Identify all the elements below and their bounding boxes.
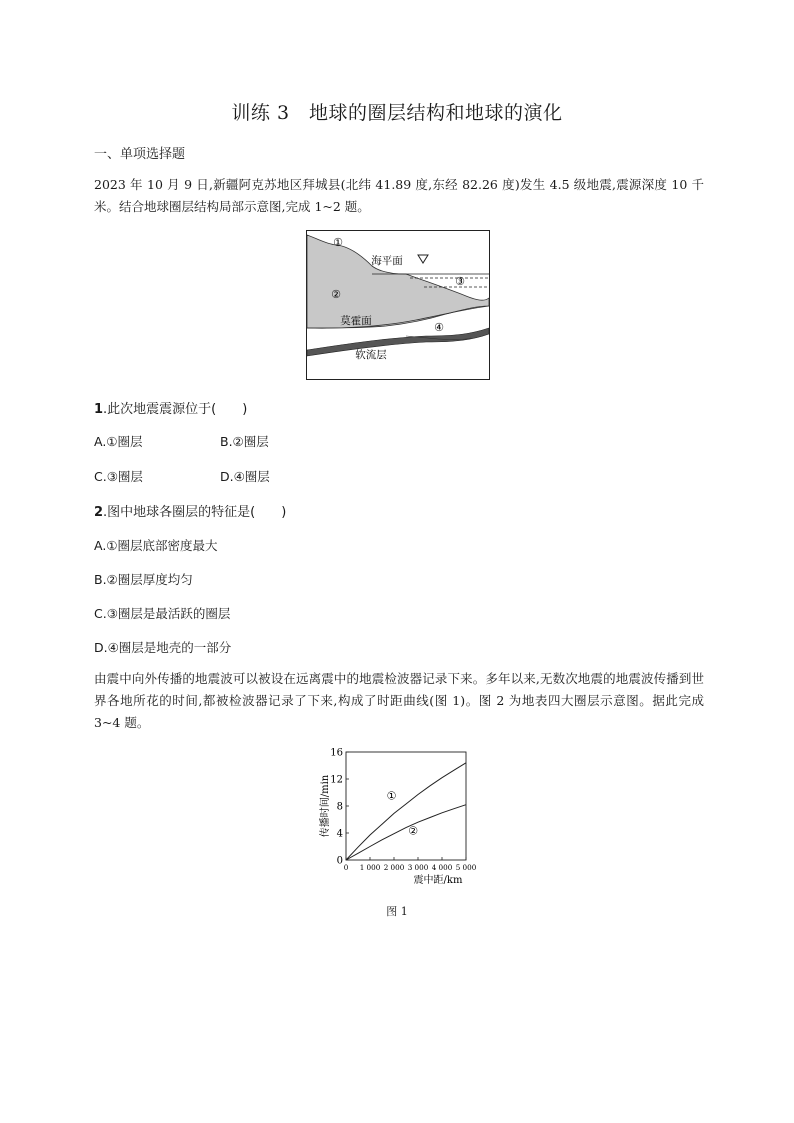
label-asthenosphere: 软流层 bbox=[355, 349, 387, 361]
question-1 bbox=[94, 398, 247, 417]
page-title: 训练 3 地球的圈层结构和地球的演化 bbox=[231, 102, 563, 124]
y-tick-label: 16 bbox=[330, 747, 343, 759]
q1-option-c[interactable]: C.③圈层 bbox=[94, 469, 143, 484]
label-circle-3: ③ bbox=[455, 275, 465, 288]
x-tick-label: 1 000 bbox=[359, 863, 381, 872]
series-label-1: ① bbox=[386, 789, 397, 803]
question-1-number: 1 bbox=[94, 402, 104, 417]
label-circle-1: ① bbox=[333, 236, 343, 249]
question-2 bbox=[94, 501, 286, 520]
x-tick-label: 2 000 bbox=[383, 863, 405, 872]
label-circle-2: ② bbox=[331, 288, 341, 301]
y-tick-label: 4 bbox=[336, 828, 343, 840]
y-tick-label: 12 bbox=[330, 774, 343, 786]
label-sea-level: 海平面 bbox=[371, 255, 403, 267]
x-tick-label: 3 000 bbox=[407, 863, 429, 872]
label-moho: 莫霍面 bbox=[340, 315, 372, 327]
intro-paragraph-1: 2023 年 10 月 9 日,新疆阿克苏地区拜城县(北纬 41.89 度,东经 82.26 度)发生 4.5 级地震,震源深度 10 千米。结合地球圈层结构局部示意图,完成 1~2 题。 bbox=[94, 177, 704, 214]
series-line-1 bbox=[346, 763, 466, 860]
q1-option-a[interactable]: A.①圈层 bbox=[94, 434, 143, 449]
travel-time-chart bbox=[308, 742, 484, 890]
q2-option-d[interactable]: D.④圈层是地壳的一部分 bbox=[94, 640, 232, 655]
y-axis-label: 传播时间/min bbox=[320, 774, 331, 838]
x-tick-label: 0 bbox=[343, 863, 349, 872]
figure-caption: 图 1 bbox=[386, 905, 408, 918]
q1-option-b[interactable]: B.②圈层 bbox=[220, 434, 269, 449]
question-2-number: 2 bbox=[94, 505, 104, 520]
q2-option-c[interactable]: C.③圈层是最活跃的圈层 bbox=[94, 606, 231, 621]
q1-option-d[interactable]: D.④圈层 bbox=[220, 469, 270, 484]
question-2-stem: .图中地球各圈层的特征是( ) bbox=[103, 505, 287, 520]
question-1-stem: .此次地震震源位于( ) bbox=[103, 402, 248, 417]
x-tick-label: 4 000 bbox=[431, 863, 453, 872]
section-heading: 一、单项选择题 bbox=[94, 147, 186, 162]
label-circle-4: ④ bbox=[434, 321, 444, 334]
earth-layer-diagram bbox=[306, 230, 490, 380]
x-tick-label: 5 000 bbox=[455, 863, 477, 872]
q2-option-a[interactable]: A.①圈层底部密度最大 bbox=[94, 538, 218, 553]
x-axis-label: 震中距/km bbox=[413, 875, 463, 886]
series-label-2: ② bbox=[408, 824, 419, 838]
q2-option-b[interactable]: B.②圈层厚度均匀 bbox=[94, 572, 193, 587]
y-tick-label: 8 bbox=[336, 801, 343, 813]
plot-frame bbox=[346, 752, 466, 860]
intro-paragraph-2: 由震中向外传播的地震波可以被设在远离震中的地震检波器记录下来。多年以来,无数次地震的地震波传播到世界各地所花的时间,都被检波器记录了下来,构成了时距曲线(图 1)。图 2 为地表四大圈层示意图。据此完成 3~4 题。 bbox=[94, 671, 704, 730]
series-line-2 bbox=[346, 805, 466, 860]
y-tick-label: 0 bbox=[336, 855, 343, 867]
